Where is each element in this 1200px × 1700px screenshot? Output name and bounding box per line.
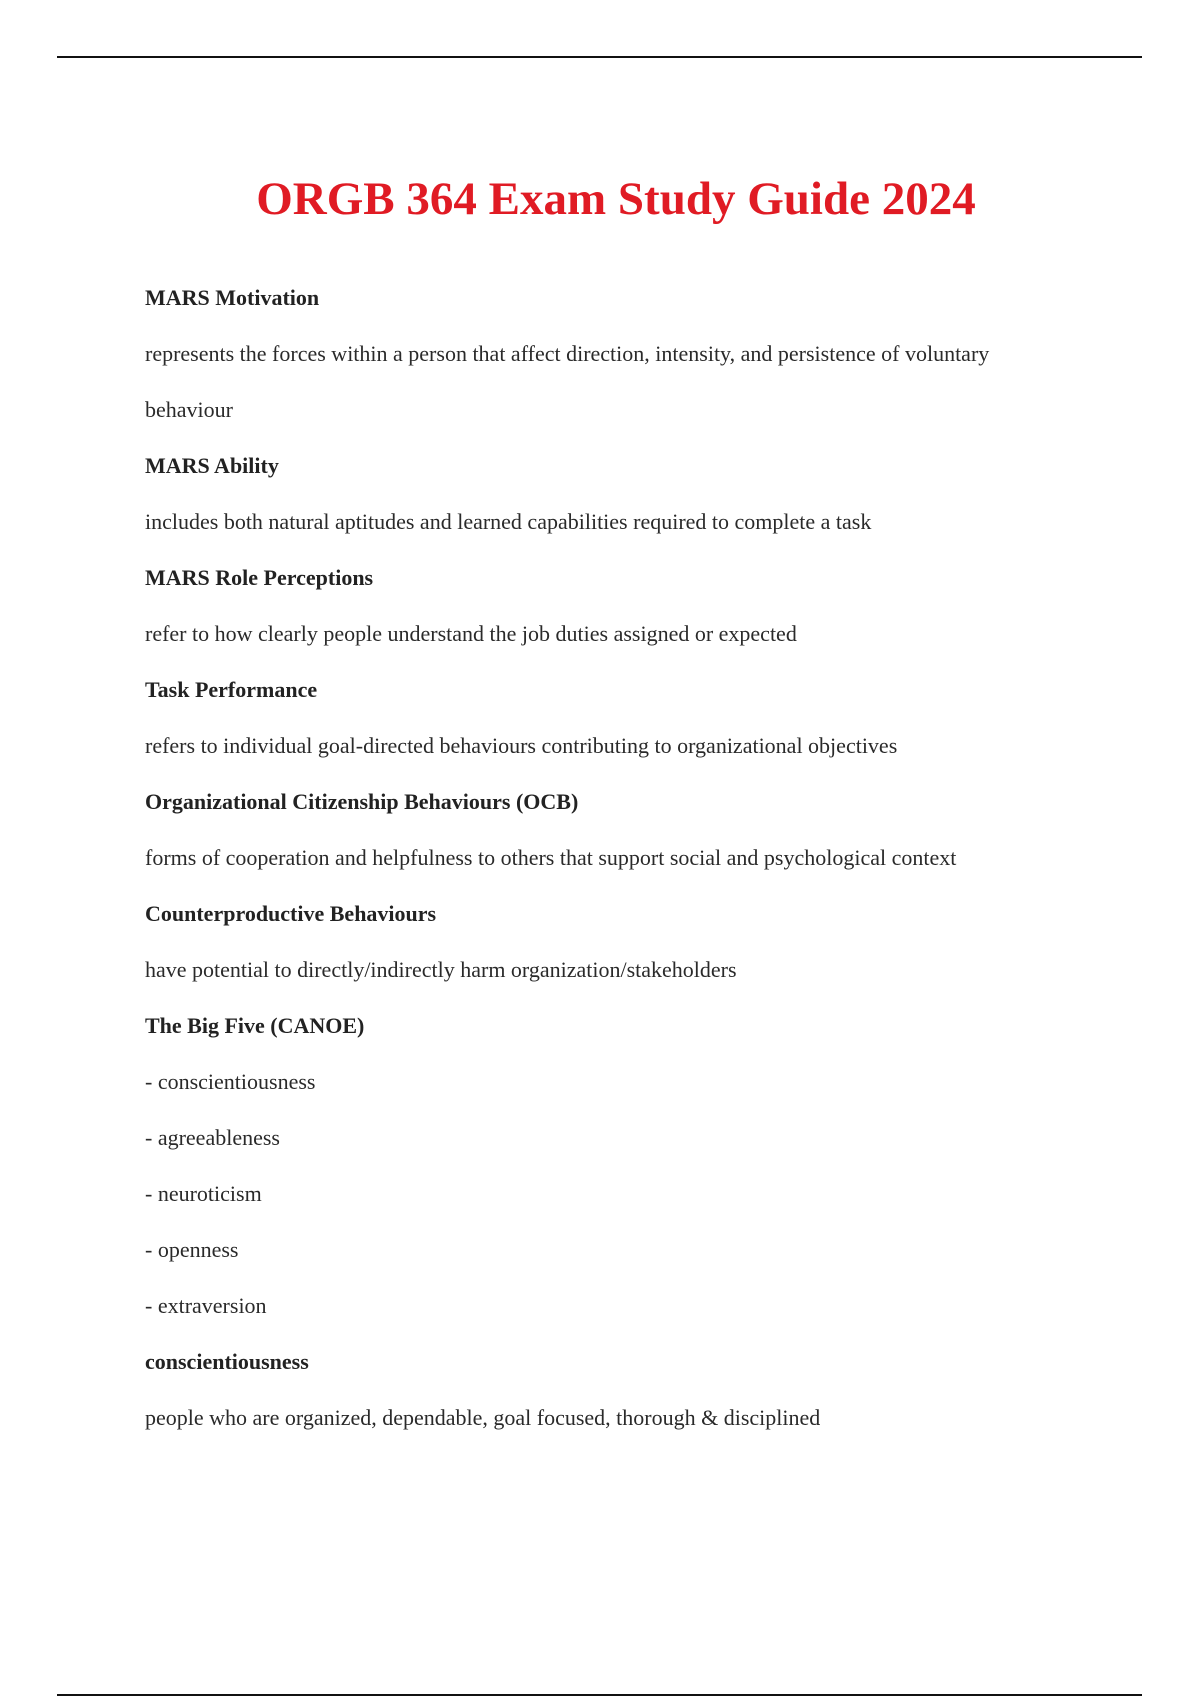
definition-line: behaviour: [145, 397, 233, 422]
term-mars-ability: MARS Ability: [145, 453, 279, 478]
list-item: - neuroticism: [145, 1181, 262, 1206]
footer-rule: [57, 1694, 1142, 1696]
header-rule: [57, 56, 1142, 58]
list-item: - agreeableness: [145, 1125, 280, 1150]
term-mars-role-perceptions: MARS Role Perceptions: [145, 565, 374, 590]
definition-line: forms of cooperation and helpfulness to others that support social and psychological context: [145, 845, 957, 870]
term-conscientiousness: conscientiousness: [145, 1349, 309, 1374]
document-title: ORGB 364 Exam Study Guide 2024: [256, 173, 976, 225]
list-item: - conscientiousness: [145, 1069, 316, 1094]
definition-line: have potential to directly/indirectly harm organization/stakeholders: [145, 957, 737, 982]
definition-line: people who are organized, dependable, goal focused, thorough & disciplined: [145, 1405, 821, 1430]
definition-line: refers to individual goal-directed behaviours contributing to organizational objectives: [145, 733, 898, 758]
list-item: - openness: [145, 1237, 239, 1262]
study-guide-content: [145, 280, 1085, 1456]
term-big-five: The Big Five (CANOE): [145, 1013, 365, 1038]
list-item: - extraversion: [145, 1293, 267, 1318]
definition-line: refer to how clearly people understand the job duties assigned or expected: [145, 621, 797, 646]
term-ocb: Organizational Citizenship Behaviours (OCB): [145, 789, 579, 814]
term-task-performance: Task Performance: [145, 677, 318, 702]
term-mars-motivation: MARS Motivation: [145, 285, 320, 310]
definition-line: includes both natural aptitudes and learned capabilities required to complete a task: [145, 509, 872, 534]
term-counterproductive-behaviours: Counterproductive Behaviours: [145, 901, 437, 926]
definition-line: represents the forces within a person that affect direction, intensity, and persistence of voluntary: [145, 341, 990, 366]
